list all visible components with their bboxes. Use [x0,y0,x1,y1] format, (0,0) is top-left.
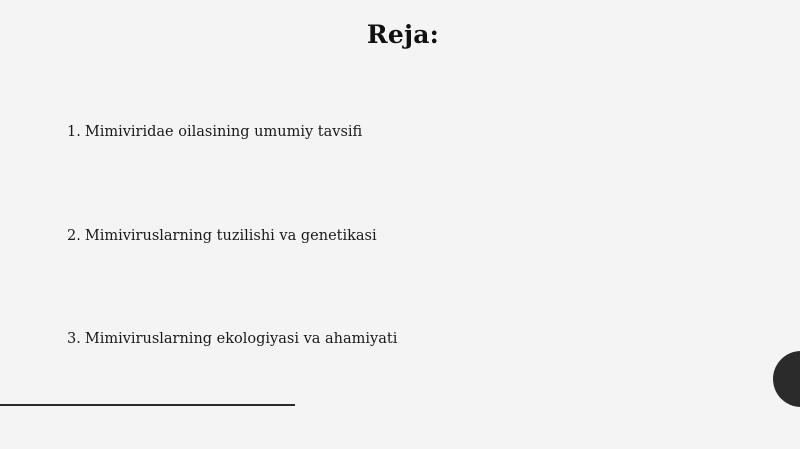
list-item [67,331,397,347]
list-item-number: 3. [67,331,81,347]
decorative-circle [773,351,800,407]
list-item-text: Mimiviruslarning tuzilishi va genetikasi [84,228,377,244]
divider-line [0,404,295,406]
list-item-number: 1. [67,124,81,140]
list-item [67,228,377,244]
list-item-number: 2. [67,228,81,244]
slide-title: Reja: [366,20,440,49]
list-item-text: Mimiviruslarning ekologiyasi va ahamiyati [84,331,398,347]
list-item [67,124,362,140]
list-item-text: Mimiviridae oilasining umumiy tavsifi [84,124,363,140]
